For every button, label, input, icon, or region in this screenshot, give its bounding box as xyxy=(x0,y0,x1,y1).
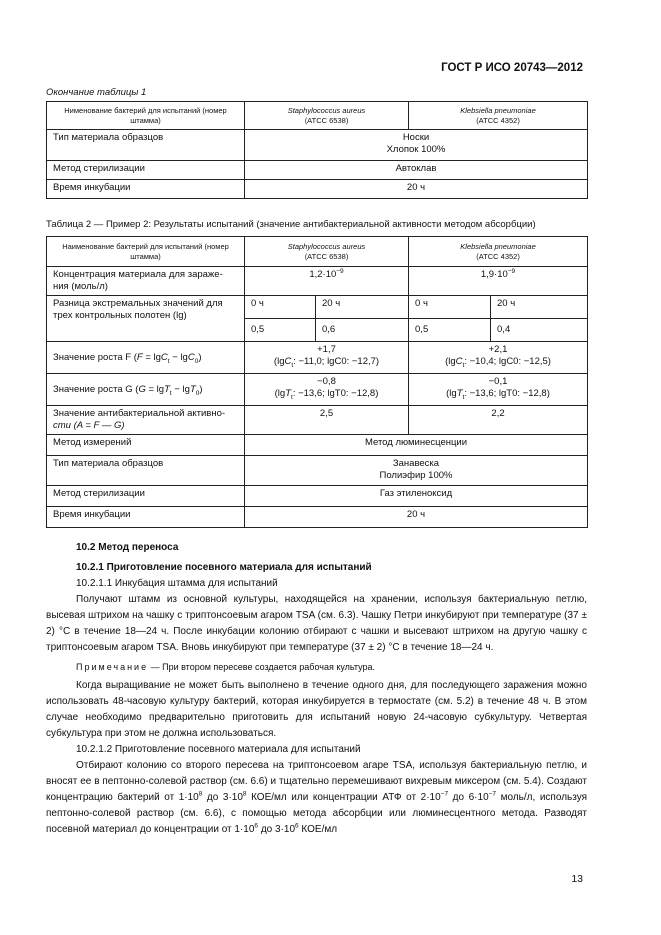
table2-caption: Таблица 2 — Пример 2: Результаты испытаний (значение антибактериальной активности методом абсорбции) xyxy=(46,219,536,230)
material-value: Занавеска xyxy=(392,458,440,469)
section-heading-10-2: 10.2 Метод переноса xyxy=(76,542,179,553)
standard-number: ГОСТ Р ИСО 20743—2012 xyxy=(441,62,583,74)
activity-k-pneumoniae: 2,2 xyxy=(409,406,588,435)
growth-g-s-detail: 13,6; lgT0: −12,8 xyxy=(303,388,376,399)
table1-row-label: Метод стерилизации xyxy=(47,161,245,180)
table2-head-k-pneumoniae: Klebsiella pneumoniae xyxy=(460,241,536,251)
growth-g-label: Значение роста G xyxy=(53,383,133,395)
activity-s-aureus: 2,5 xyxy=(245,406,409,435)
growth-f-label: Значение роста F xyxy=(53,351,132,363)
range-label: Разница экстремальных значений для трех контрольных полотен (lg) xyxy=(47,296,245,342)
table1-caption: Окончание таблицы 1 xyxy=(46,87,147,98)
range-s-t20: 20 ч xyxy=(316,296,409,319)
page-number: 13 xyxy=(571,873,583,885)
growth-f-k-value: +2,1 xyxy=(488,344,508,355)
table2-head-species: Наименование бактерий для испытаний (номер штамма) xyxy=(47,237,245,267)
growth-f-s-detail: 11,0; lgC0: −12,7 xyxy=(304,356,376,367)
table1-sterilization: Автоклав xyxy=(245,161,588,180)
conc-label: Концентрация материала для зараже-ния (моль/л) xyxy=(47,267,245,296)
sterilization-label: Метод стерилизации xyxy=(47,486,245,507)
growth-f-s-value: +1,7 xyxy=(317,344,336,355)
table2-head-k-strain: (ATCC 4352) xyxy=(476,251,520,261)
section-heading-10-2-1-2: 10.2.1.2 Приготовление посевного материала для испытаний xyxy=(76,744,361,755)
table1-material-composition: Хлопок 100% xyxy=(386,144,446,155)
range-s-t0: 0 ч xyxy=(245,296,316,319)
range-s-val20: 0,6 xyxy=(316,319,409,342)
section-heading-10-2-1-1: 10.2.1.1 Инкубация штамма для испытаний xyxy=(76,578,278,589)
conc-k-pneumoniae: $1,9\cdot 10^{-9}$ xyxy=(480,267,516,280)
table1-head-species: Нименование бактерий для испытаний (номер штамма) xyxy=(47,102,245,130)
incubation-value: 20 ч xyxy=(245,507,588,528)
table1-head-s-strain: (ATCC 6538) xyxy=(304,115,349,125)
growth-g-k-value: −0,1 xyxy=(488,376,508,387)
table2: Наименование бактерий для испытаний (номер штамма) Staphylococcus aureus (ATCC 6538) Klebsiella pneumoniae (ATCC 4352) Концентрация материала для зараже-ния (моль/л) $1,2\cdot 10^{-9}$ $1,9\cdot 10^{-9}$ Разница экстремальных значений для трех контрольных полотен (lg) 0 ч 20 ч 0 ч 20 ч 0,5 0,6 0,5 0,4 Значение роста F (F = lgC$_t$ − lgC$_0$) +1,7 (lgC$_t$: −11,0; lgC0: −12,7) +2,1 (lgC$_t$: −10,4; lgC0: −12,5) Значение роста G (G = lgT$_t$ − lgT$_0$) −0,8 (lgT$_t$: −13,6; lgT0: −12,8) −0,1 (lgT$_t$: −13,6; lgT0: −12,8) Значение антибактериальной активно- сти (A = F — G) 2,5 2,2 Метод измерений Метод люминесценции Тип материала образцов Занавеска Полиэфир 100% Метод стерилизации Газ этиленоксид Время инкубации 20 ч xyxy=(46,236,588,528)
table1-head-k-strain: (ATCC 4352) xyxy=(476,115,520,125)
paragraph-48h-culture: Когда выращивание не может быть выполнено в течение одного дня, для последующего заражения можно использовать 48-часовую культуру бактерий, которая инкубируется в термостате (см. 5.2) в течение 48 ч. В этом случае необходимо предварительно приготовить для испытаний новую 24-часовую субкультуру. Четвертая субкультура при этом не должна использоваться. xyxy=(46,680,587,739)
method-value: Метод люминесценции xyxy=(245,435,588,456)
table1 xyxy=(46,101,588,199)
incubation-label: Время инкубации xyxy=(47,507,245,528)
table1-material: Носки xyxy=(402,132,430,143)
method-label: Метод измерений xyxy=(47,435,245,456)
table2-head-s-aureus: Staphylococcus aureus xyxy=(287,241,366,251)
growth-g-k-detail: 13,6; lgT0: −12,8 xyxy=(475,388,547,399)
sterilization-value: Газ этиленоксид xyxy=(245,486,588,507)
paragraph-incubation: Получают штамм из основной культуры, находящейся на хранении, используя бактериальную петлю, высевая штрихом на чашку с триптонсоевым агаром TSA (см. 6.3). Чашку Петри инкубируют при температуре (37 ± 2) °С в течение 18—24 ч. После инкубации колонию отбирают с чашки и высевают штрихом на другую чашку с триптонсоевым агаром TSA. Вновь инкубируют при температуре (37 ± 2) °С в течение 18—24 ч. xyxy=(46,594,587,653)
material-label: Тип материала образцов xyxy=(47,456,245,486)
paragraph-inoculum: Отбирают колонию со второго пересева на триптонсоевом агаре TSA, используя бактериальную петлю, и вносят ее в пептонно-солевой раствор (см. 6.6) и тщательно перемешивают вихревым миксером (см. 5.4). Создают концентрацию бактерий от $1\cdot 10^8$ до $3\cdot 10^8$ КОЕ/мл или концентрации АТФ от $2\cdot 10^{-7}$ до $6\cdot 10^{-7}$ моль/л, используя пептонно-солевой раствор (см. 6.6), с помощью метода абсорбции или люминесцентного метода. Разводят посевной материал до концентрации от $1\cdot 10^6$ до $3\cdot 10^6$ КОЕ/мл xyxy=(46,760,588,835)
range-s-val0: 0,5 xyxy=(245,319,316,342)
activity-label-line1: Значение антибактериальной активно- xyxy=(53,408,226,419)
table1-incubation: 20 ч xyxy=(245,180,588,199)
material-composition: Полиэфир 100% xyxy=(379,470,453,481)
table1-row-label: Тип материала образцов xyxy=(47,130,245,161)
table1-row-label: Время инкубации xyxy=(47,180,245,199)
body-text xyxy=(46,540,587,838)
range-k-t0: 0 ч xyxy=(409,296,491,319)
table2-head-s-strain: (ATCC 6538) xyxy=(304,251,349,261)
conc-s-aureus: $1,2\cdot 10^{-9}$ xyxy=(309,267,344,280)
range-k-val20: 0,4 xyxy=(491,319,588,342)
note: Примечание — При втором пересеве создается рабочая культура. xyxy=(76,662,376,672)
growth-f-k-detail: 10,4; lgC0: −12,5 xyxy=(475,356,548,367)
table1-head-k-pneumoniae: Klebsiella pneumoniae xyxy=(460,105,536,115)
range-k-val0: 0,5 xyxy=(409,319,491,342)
table1-head-s-aureus: Staphylococcus aureus xyxy=(287,105,366,115)
activity-label-line2: сти (A = F — G) xyxy=(53,420,125,431)
range-k-t20: 20 ч xyxy=(491,296,588,319)
growth-g-s-value: −0,8 xyxy=(317,376,336,387)
section-heading-10-2-1: 10.2.1 Приготовление посевного материала для испытаний xyxy=(76,562,372,573)
